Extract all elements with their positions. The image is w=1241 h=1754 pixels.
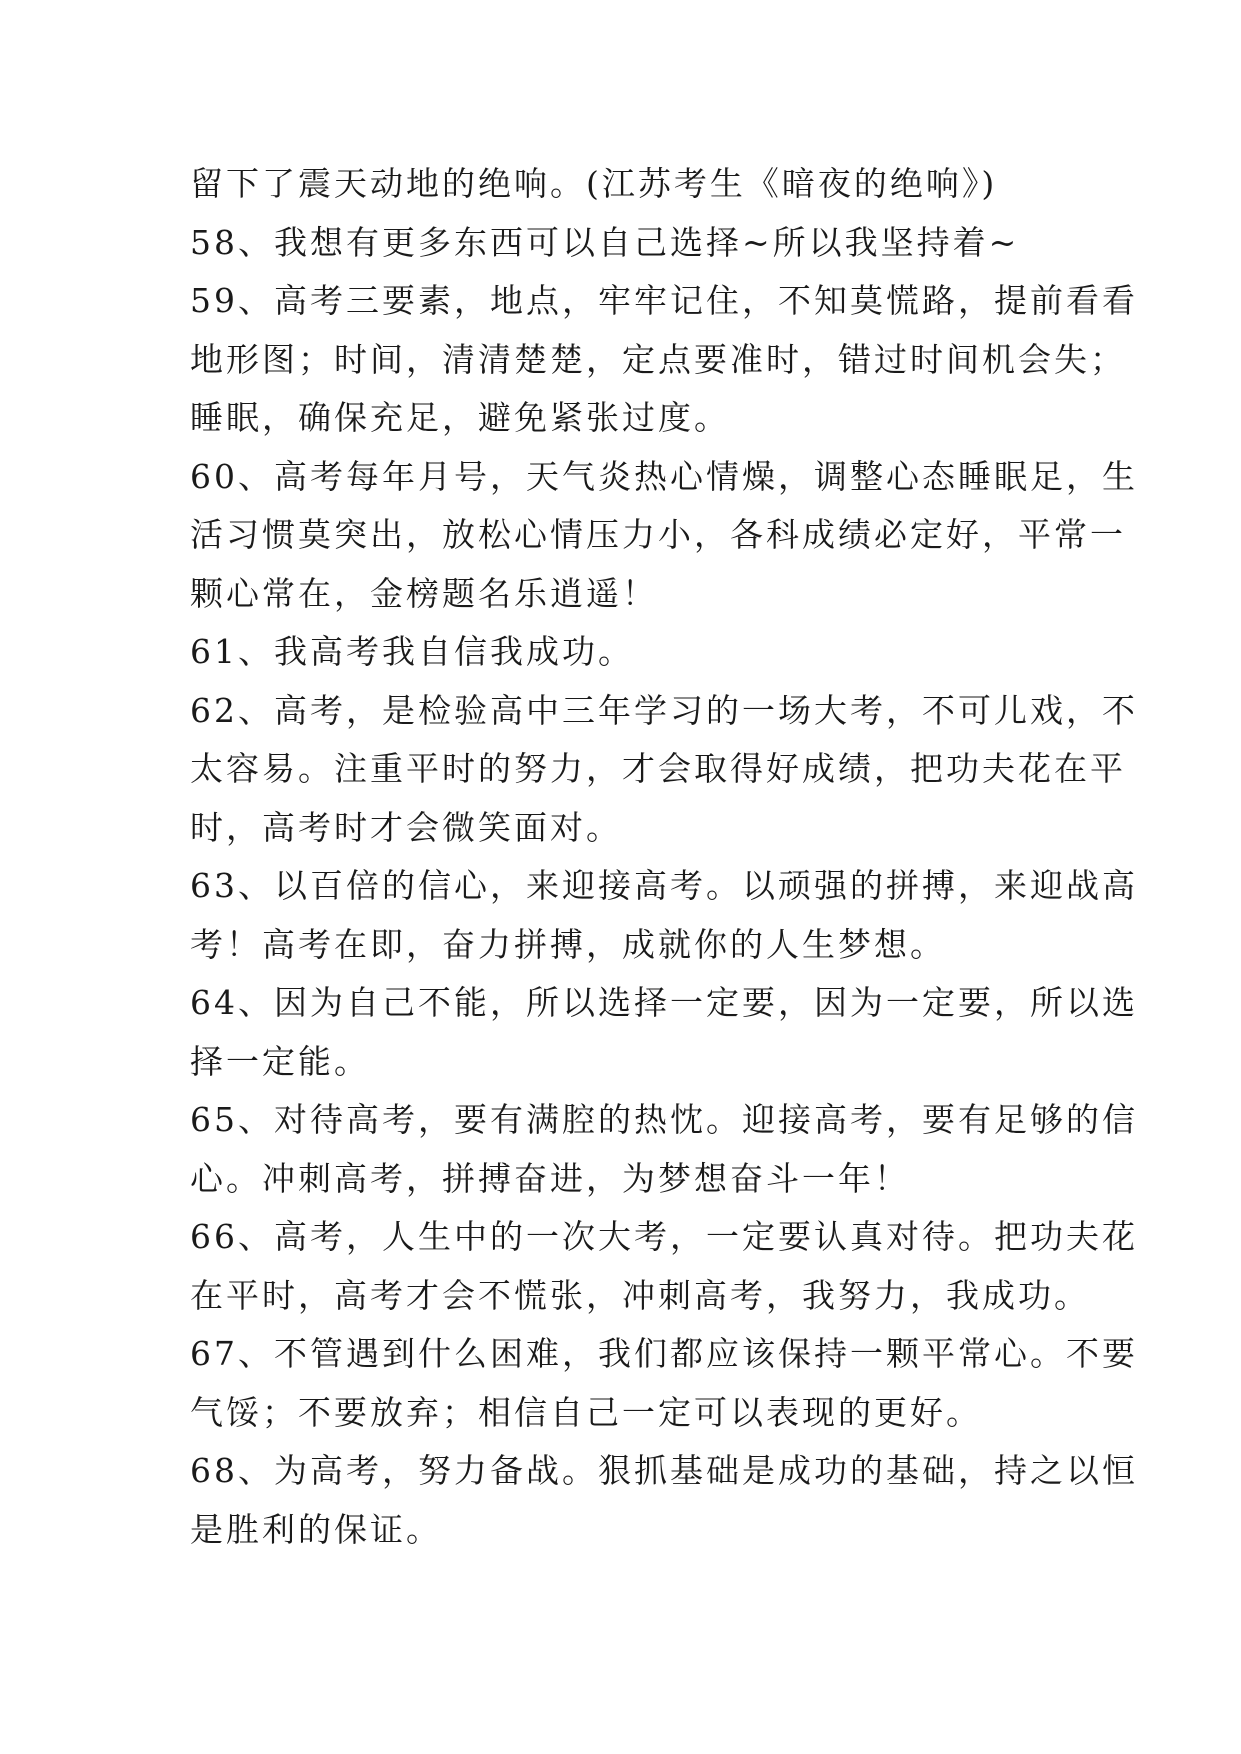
text-line: 63、以百倍的信心，来迎接高考。以顽强的拼搏，来迎战高	[190, 866, 1138, 905]
text-line: 太容易。注重平时的努力，才会取得好成绩，把功夫花在平	[190, 749, 1126, 788]
text-line: 在平时，高考才会不慌张，冲刺高考，我努力，我成功。	[190, 1275, 1090, 1315]
text-line: 67、不管遇到什么困难，我们都应该保持一颗平常心。不要	[190, 1334, 1138, 1373]
text-line: 64、因为自己不能，所以选择一定要，因为一定要，所以选	[190, 983, 1138, 1022]
text-line: 活习惯莫突出，放松心情压力小，各科成绩必定好，平常一	[190, 515, 1126, 554]
text-line: 59、高考三要素，地点，牢牢记住，不知莫慌路，提前看看	[190, 281, 1138, 320]
text-line: 58、我想有更多东西可以自己选择~所以我坚持着~	[190, 222, 1020, 262]
text-line: 择一定能。	[190, 1041, 370, 1081]
text-line: 66、高考，人生中的一次大考，一定要认真对待。把功夫花	[190, 1217, 1138, 1256]
text-line: 睡眠，确保充足，避免紧张过度。	[190, 398, 730, 437]
text-line: 是胜利的保证。	[190, 1509, 442, 1549]
text-line: 颗心常在，金榜题名乐逍遥！	[190, 573, 658, 613]
text-line: 65、对待高考，要有满腔的热忱。迎接高考，要有足够的信	[190, 1100, 1138, 1139]
text-line: 地形图；时间，清清楚楚，定点要准时，错过时间机会失；	[190, 339, 1126, 379]
text-line: 61、我高考我自信我成功。	[190, 632, 634, 671]
text-line: 60、高考每年月号，天气炎热心情燥，调整心态睡眠足，生	[190, 456, 1138, 496]
text-line: 考！高考在即，奋力拼搏，成就你的人生梦想。	[190, 924, 946, 964]
text-line: 62、高考，是检验高中三年学习的一场大考，不可儿戏，不	[190, 690, 1138, 730]
text-line: 气馁；不要放弃；相信自己一定可以表现的更好。	[190, 1392, 982, 1432]
text-line: 时，高考时才会微笑面对。	[190, 807, 622, 847]
document-body	[190, 155, 1138, 1559]
text-line: 留下了震天动地的绝响。(江苏考生《暗夜的绝响》)	[190, 164, 998, 203]
text-line: 68、为高考，努力备战。狠抓基础是成功的基础，持之以恒	[190, 1451, 1138, 1490]
text-line: 心。冲刺高考，拼搏奋进，为梦想奋斗一年！	[190, 1158, 910, 1198]
